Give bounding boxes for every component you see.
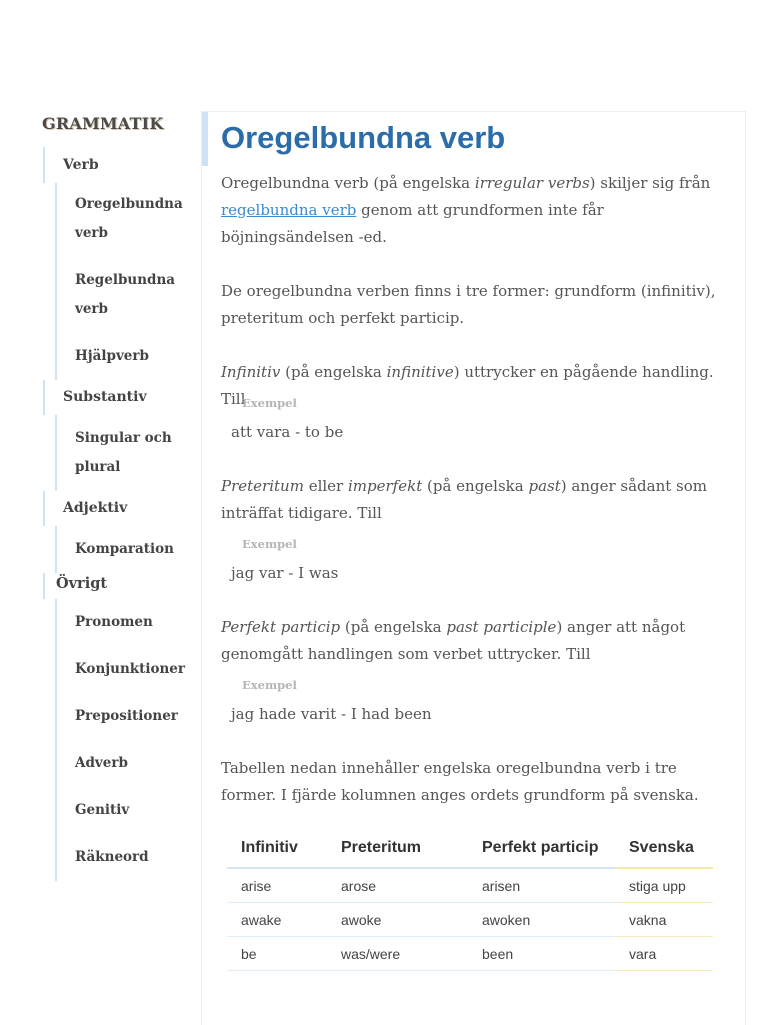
table-header-row	[227, 828, 713, 868]
term-past: past	[528, 477, 561, 495]
sidebar-subitems-verb	[55, 183, 190, 380]
sidebar-group-ovrigt	[43, 573, 190, 599]
sidebar-item-hjalpverb[interactable]: Hjälpverb	[75, 348, 149, 364]
table-row	[227, 903, 713, 937]
table-cell: was/were	[327, 937, 468, 971]
sidebar-item-adverb[interactable]: Adverb	[75, 755, 128, 771]
column-header-svenska: Svenska	[615, 828, 713, 868]
table-cell: arose	[327, 868, 468, 903]
table-cell: arise	[227, 868, 327, 903]
example-label-2: Exempel	[242, 537, 297, 551]
sidebar-subitems-adjektiv	[55, 526, 190, 573]
infinitiv-text-2: ) uttrycker en pågående handling. Till	[221, 363, 714, 408]
term-preteritum: Preteritum	[221, 477, 304, 495]
sidebar-item-substantiv[interactable]: Substantiv	[63, 389, 147, 405]
term-infinitive: infinitive	[386, 363, 454, 381]
perfekt-text-2: ) anger att något genomgått handlingen som verbet uttrycker. Till	[221, 618, 686, 663]
table-row	[227, 937, 713, 971]
forms-paragraph: De oregelbundna verben finns i tre former: grundform (infinitiv), preteritum och perfekt particip.	[221, 282, 716, 327]
intro-term-irregular: irregular verbs	[474, 174, 590, 192]
irregular-verbs-table	[227, 828, 713, 971]
table-intro-paragraph: Tabellen nedan innehåller engelska oregelbundna verb i tre former. I fjärde kolumnen anges ordets grundform på svenska.	[221, 759, 699, 804]
example-text-1: att vara - to be	[231, 423, 344, 441]
page-title: Oregelbundna verb	[221, 120, 506, 155]
column-header-preteritum: Preteritum	[327, 828, 468, 868]
perfekt-text-1: (på engelska	[340, 618, 447, 636]
infinitiv-text-1: (på engelska	[280, 363, 387, 381]
article-content	[201, 111, 746, 1025]
intro-text-2: ) skiljer sig från	[589, 174, 711, 192]
regelbundna-verb-link[interactable]: regelbundna verb	[221, 201, 357, 219]
preteritum-text-2: (på engelska	[422, 477, 529, 495]
intro-text-3: genom att grundformen inte får böjningsändelsen -ed.	[221, 201, 604, 246]
sidebar-subitems-ovrigt	[55, 599, 190, 881]
sidebar-title: GRAMMATIK	[42, 114, 164, 133]
preteritum-paragraph	[221, 473, 721, 527]
sidebar	[40, 114, 190, 881]
column-header-infinitiv: Infinitiv	[227, 828, 327, 868]
sidebar-item-pronomen[interactable]: Pronomen	[75, 614, 153, 630]
sidebar-item-rakneord[interactable]: Räkneord	[75, 849, 149, 865]
sidebar-group-verb	[43, 147, 190, 183]
table-cell: awake	[227, 903, 327, 937]
table-cell: awoke	[327, 903, 468, 937]
table-cell: stiga upp	[615, 868, 713, 903]
sidebar-item-verb[interactable]: Verb	[63, 157, 99, 173]
example-label-1: Exempel	[242, 396, 297, 410]
sidebar-subitems-substantiv	[55, 415, 190, 491]
table-cell: vakna	[615, 903, 713, 937]
sidebar-item-regelbundna-verb[interactable]: Regelbundna verb	[75, 272, 176, 317]
example-text-2: jag var - I was	[231, 564, 339, 582]
example-label-3: Exempel	[242, 678, 297, 692]
term-infinitiv: Infinitiv	[221, 363, 281, 381]
sidebar-item-adjektiv[interactable]: Adjektiv	[63, 500, 128, 516]
sidebar-item-komparation[interactable]: Komparation	[75, 541, 174, 557]
term-imperfekt: imperfekt	[348, 477, 423, 495]
example-text-3: jag hade varit - I had been	[231, 705, 432, 723]
table-cell: been	[468, 937, 615, 971]
term-past-participle: past participle	[446, 618, 557, 636]
sidebar-group-substantiv	[43, 380, 190, 415]
intro-text-1: Oregelbundna verb (på engelska	[221, 174, 475, 192]
column-header-perfekt-particip: Perfekt particip	[468, 828, 615, 868]
sidebar-item-konjunktioner[interactable]: Konjunktioner	[75, 661, 186, 677]
table-row	[227, 868, 713, 903]
term-perfekt-particip: Perfekt particip	[221, 618, 341, 636]
preteritum-text-3: ) anger sådant som inträffat tidigare. Till	[221, 477, 707, 522]
table-cell: vara	[615, 937, 713, 971]
sidebar-item-ovrigt[interactable]: Övrigt	[56, 575, 108, 592]
sidebar-item-genitiv[interactable]: Genitiv	[75, 802, 130, 818]
sidebar-group-adjektiv	[43, 491, 190, 526]
table-cell: awoken	[468, 903, 615, 937]
table-cell: be	[227, 937, 327, 971]
table-cell: arisen	[468, 868, 615, 903]
perfekt-particip-paragraph	[221, 614, 721, 668]
sidebar-item-singular-och-plural[interactable]: Singular och plural	[75, 430, 172, 475]
sidebar-item-oregelbundna-verb[interactable]: Oregelbundna verb	[75, 196, 183, 241]
preteritum-text-1: eller	[303, 477, 348, 495]
intro-paragraph	[221, 170, 721, 251]
heading-accent-bar	[202, 112, 208, 166]
sidebar-item-prepositioner[interactable]: Prepositioner	[75, 708, 178, 724]
